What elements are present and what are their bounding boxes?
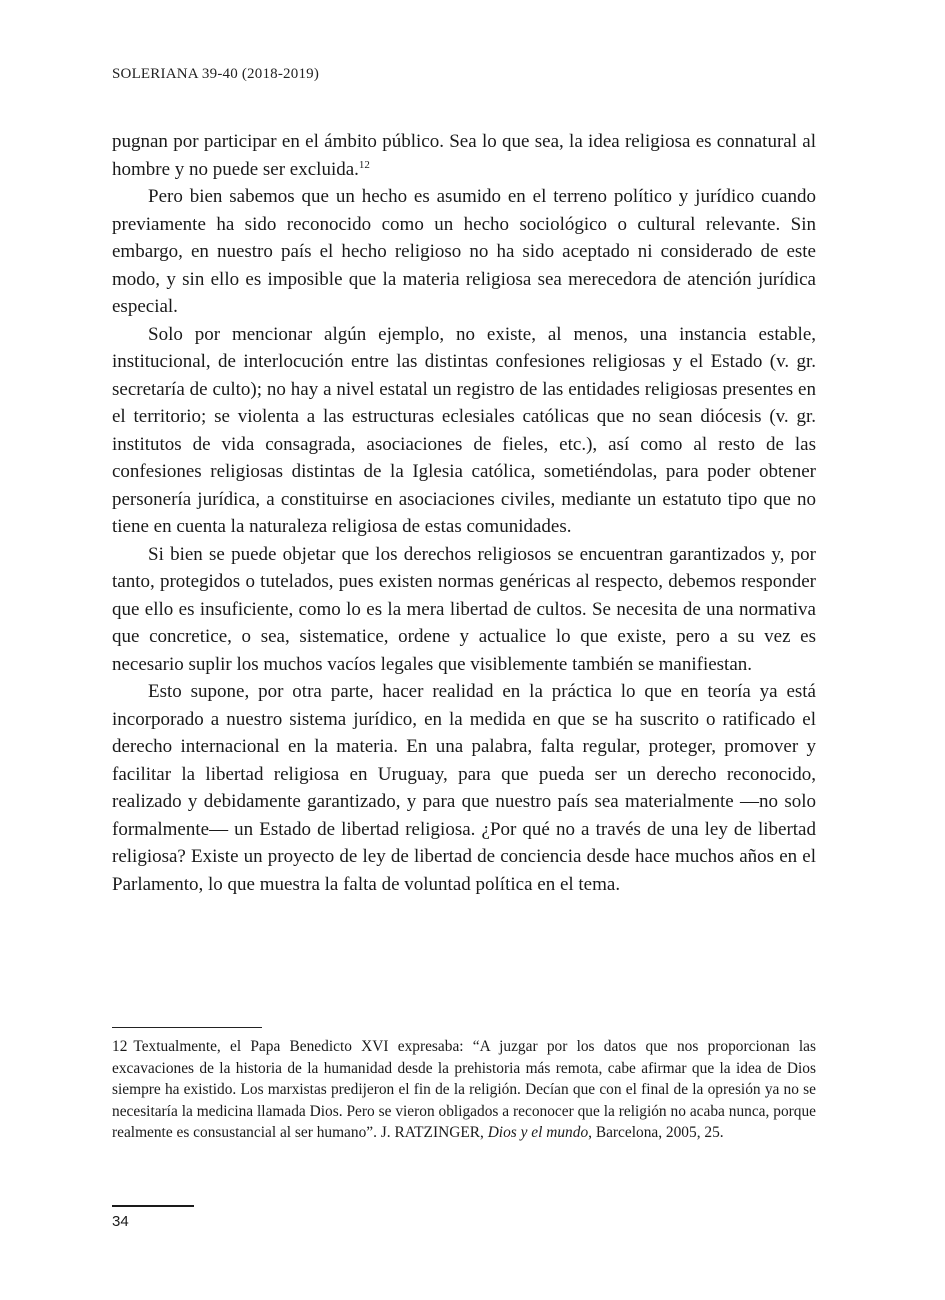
paragraph-2: Pero bien sabemos que un hecho es asumido en el terreno político y jurídico cuando previamente ha sido reconocido como un hecho sociológico o cultural relevante. Sin embargo, en nuestro país el hecho religioso no ha sido aceptado ni considerado de este modo, y sin ello es imposible que la materia religiosa sea merecedora de atención jurídica especial. (112, 186, 816, 317)
footnote-separator (112, 1027, 262, 1028)
paragraph-3: Solo por mencionar algún ejemplo, no existe, al menos, una instancia estable, institucional, de interlocución entre las distintas confesiones religiosas y el Estado (v. gr. secretaría de culto); no hay a nivel estatal un registro de las entidades religiosas presentes en el territorio; se violenta a las estructuras eclesiales católicas que no sean diócesis (v. gr. institutos de vida consagrada, asociaciones de fieles, etc.), así como al resto de las confesiones religiosas distintas de la Iglesia católica, sometiéndolas, para poder obtener personería jurídica, a constituirse en asociaciones civiles, mediante un estatuto tipo que no tiene en cuenta la naturaleza religiosa de estas comunidades. (112, 323, 816, 537)
paragraph-4: Si bien se puede objetar que los derechos religiosos se encuentran garantizados y, por tanto, protegidos o tutelados, pues existen normas genéricas al respecto, debemos responder que ello es insuficiente, como lo es la mera libertad de cultos. Se necesita de una normativa que concretice, o sea, sistematice, ordene y actualice lo que existe, pero a su vez es necesario suplir los muchos vacíos legales que visiblemente también se manifiestan. (112, 543, 816, 675)
page-number: 34 (112, 1213, 129, 1230)
main-text (112, 128, 816, 898)
paragraph-1-text: pugnan por participar en el ámbito público. Sea lo que sea, la idea religiosa es connatural al hombre y no puede ser excluida. (112, 131, 816, 180)
running-head: SOLERIANA 39-40 (2018-2019) (112, 66, 320, 82)
footnote-ref-12[interactable]: 12 (358, 158, 370, 171)
footnote-number: 12 (112, 1038, 128, 1055)
footnote-citation-end: , Barcelona, 2005, 25. (588, 1124, 724, 1141)
footnote-12 (112, 1036, 816, 1144)
footnote-book-title: Dios y el mundo (487, 1124, 589, 1141)
footnote-text: Textualmente, el Papa Benedicto XVI expresaba: “A juzgar por los datos que nos proporcionan las excavaciones de la historia de la humanidad desde la prehistoria más remota, cabe afirmar que la idea de Dios siempre ha existido. Los marxistas predijeron el fin de la religión. Decían que con el final de la opresión ya no se necesitaría la medicina llamada Dios. Pero se vieron obligados a reconocer que la religión no acaba nunca, porque realmente es consustancial al ser humano”. J. RATZINGER, (112, 1038, 816, 1141)
paragraph-5: Esto supone, por otra parte, hacer realidad en la práctica lo que en teoría ya está incorporado a nuestro sistema jurídico, en la medida en que se ha suscrito o ratificado el derecho internacional en la materia. En una palabra, falta regular, proteger, promover y facilitar la libertad religiosa en Uruguay, para que pueda ser un derecho reconocido, realizado y debidamente garantizado, y para que nuestro país sea materialmente —no solo formalmente— un Estado de libertad religiosa. ¿Por qué no a través de una ley de libertad religiosa? Existe un proyecto de ley de libertad de conciencia desde hace muchos años en el Parlamento, lo que muestra la falta de voluntad política en el tema. (112, 681, 816, 895)
paragraph-1 (112, 128, 816, 183)
page-number-rule (112, 1205, 194, 1207)
